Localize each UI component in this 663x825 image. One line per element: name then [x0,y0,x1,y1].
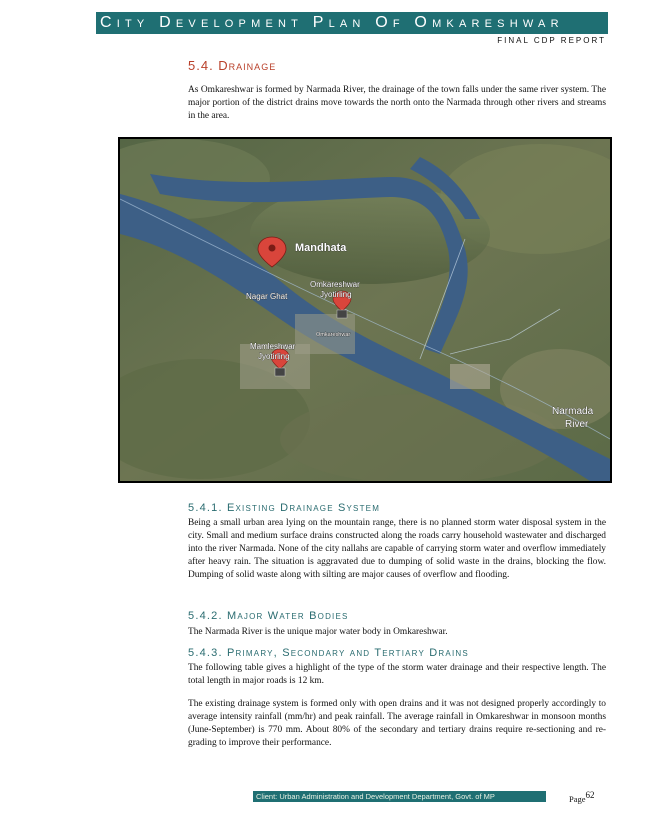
map-label-omkareshwar: Omkareshwar [310,280,360,289]
map-label-nagar-ghat: Nagar Ghat [246,292,288,301]
map-label-mamleshwar: Mamleshwar [250,342,296,351]
major-water-bodies-paragraph: The Narmada River is the unique major water body in Omkareshwar. [188,627,448,637]
map-label-mandhata: Mandhata [295,242,347,254]
map-label-river: River [565,419,589,430]
satellite-map [118,137,612,483]
map-label-narmada: Narmada [552,406,594,417]
report-title: City Development Plan Of Omkareshwar [96,12,608,34]
map-label-mamleshwar-jyotirling: Jyotirling [258,352,290,361]
settlement-area [450,364,490,389]
map-graphic [120,139,610,481]
section-heading-drainage: 5.4. Drainage [188,58,277,73]
drains-paragraph-1: The following table gives a highlight of the type of the storm water drainage and their respective length. The total length in major roads is 12 km. [188,663,606,686]
page-number [569,790,595,804]
report-subtitle: FINAL CDP REPORT [497,36,606,45]
existing-drainage-paragraph: Being a small urban area lying on the mountain range, there is no planned storm water disposal system in the city. Small and medium surface drains constructed along the roads carry household wastewater and discharged into the river Narmada. None of the city nallahs are capable of carrying storm water and overflow immediately after heavy rain. The situation is aggravated due to dumping of solid waste in the drains, blocking the flow. Dumping of solid waste along with silting are major causes of overflow and flooding. [188,518,606,580]
page-number-value: 62 [585,790,595,800]
drains-paragraph-2: The existing drainage system is formed only with open drains and it was not designed properly accordingly to average intensity rainfall (mm/hr) and peak rainfall. The average rainfall in Omkareshwar in monsoon months (June-September) is 770 mm. About 80% of the secondary and tertiary drains require re-sectioning and re-grading to improve their performance. [188,699,606,748]
section-heading-existing-drainage: 5.4.1. Existing Drainage System [188,502,381,514]
map-label-omkareshwar-small: Omkareshwar [316,332,351,338]
page-label: Page [569,793,586,804]
map-label-omkareshwar-jyotirling: Jyotirling [320,290,352,299]
drainage-intro-paragraph: As Omkareshwar is formed by Narmada River, the drainage of the town falls under the same river system. The major portion of the district drains move towards the north onto the Narmada through other rivers and streams in the area. [188,85,606,121]
footer-client: Client: Urban Administration and Development Department, Govt. of MP [253,791,546,802]
section-heading-drains: 5.4.3. Primary, Secondary and Tertiary Drains [188,647,469,659]
section-heading-major-water-bodies: 5.4.2. Major Water Bodies [188,610,349,622]
